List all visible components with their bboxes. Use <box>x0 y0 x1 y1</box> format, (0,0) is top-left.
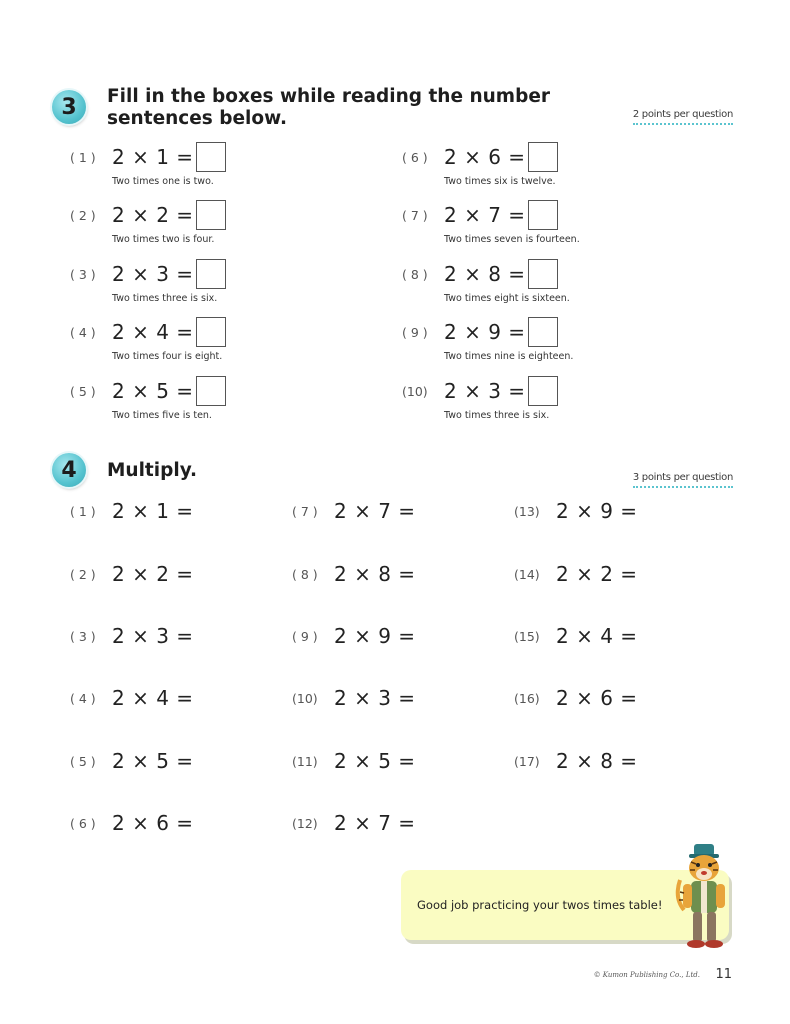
s3-question-3: ( 3 ) 2 × 3 = <box>70 259 226 289</box>
section-3-title: Fill in the boxes while reading the number sentences below. <box>107 86 550 129</box>
s4-question-15: (15) 2 × 4 = <box>514 624 638 648</box>
s3-question-8: ( 8 ) 2 × 8 = <box>402 259 558 289</box>
s4-question-2: ( 2 ) 2 × 2 = <box>70 562 194 586</box>
s4-question-4: ( 4 ) 2 × 4 = <box>70 686 194 710</box>
copyright-notice: © Kumon Publishing Co., Ltd. <box>593 971 700 979</box>
answer-box[interactable] <box>528 142 558 172</box>
s3-sentence-8: Two times eight is sixteen. <box>444 293 570 304</box>
s4-question-9: ( 9 ) 2 × 9 = <box>292 624 416 648</box>
s4-question-1: ( 1 ) 2 × 1 = <box>70 499 194 523</box>
section-4-number: 4 <box>61 457 77 483</box>
s4-question-11: (11) 2 × 5 = <box>292 749 416 773</box>
s4-question-17: (17) 2 × 8 = <box>514 749 638 773</box>
page-number: 11 <box>715 967 732 982</box>
s3-question-9: ( 9 ) 2 × 9 = <box>402 317 558 347</box>
s4-question-5: ( 5 ) 2 × 5 = <box>70 749 194 773</box>
answer-box[interactable] <box>196 317 226 347</box>
section-4-badge <box>52 453 86 487</box>
section-3-number: 3 <box>61 94 77 120</box>
answer-box[interactable] <box>528 376 558 406</box>
encouragement-text: Good job practicing your twos times table! <box>417 898 663 912</box>
s3-sentence-4: Two times four is eight. <box>112 351 223 362</box>
s4-question-16: (16) 2 × 6 = <box>514 686 638 710</box>
s4-question-6: ( 6 ) 2 × 6 = <box>70 811 194 835</box>
answer-box[interactable] <box>528 259 558 289</box>
s4-question-3: ( 3 ) 2 × 3 = <box>70 624 194 648</box>
section-3-points: 2 points per question <box>633 109 733 125</box>
s3-sentence-9: Two times nine is eighteen. <box>444 351 574 362</box>
answer-box[interactable] <box>196 376 226 406</box>
s3-question-1: ( 1 ) 2 × 1 = <box>70 142 226 172</box>
s3-question-7: ( 7 ) 2 × 7 = <box>402 200 558 230</box>
s4-question-12: (12) 2 × 7 = <box>292 811 416 835</box>
section-4-title: Multiply. <box>107 460 198 481</box>
s3-sentence-7: Two times seven is fourteen. <box>444 234 580 245</box>
s3-question-4: ( 4 ) 2 × 4 = <box>70 317 226 347</box>
s4-question-7: ( 7 ) 2 × 7 = <box>292 499 416 523</box>
s3-question-10: (10) 2 × 3 = <box>402 376 558 406</box>
s3-sentence-5: Two times five is ten. <box>112 410 212 421</box>
s3-sentence-10: Two times three is six. <box>444 410 550 421</box>
s3-question-6: ( 6 ) 2 × 6 = <box>402 142 558 172</box>
s3-sentence-6: Two times six is twelve. <box>444 176 556 187</box>
s4-question-8: ( 8 ) 2 × 8 = <box>292 562 416 586</box>
section-3-badge <box>52 90 86 124</box>
s3-sentence-3: Two times three is six. <box>112 293 218 304</box>
answer-box[interactable] <box>196 259 226 289</box>
s3-question-2: ( 2 ) 2 × 2 = <box>70 200 226 230</box>
answer-box[interactable] <box>528 200 558 230</box>
answer-box[interactable] <box>196 200 226 230</box>
section-4-points: 3 points per question <box>633 472 733 488</box>
s3-question-5: ( 5 ) 2 × 5 = <box>70 376 226 406</box>
s4-question-13: (13) 2 × 9 = <box>514 499 638 523</box>
answer-box[interactable] <box>196 142 226 172</box>
s4-question-10: (10) 2 × 3 = <box>292 686 416 710</box>
tiger-mascot-icon <box>672 840 742 952</box>
answer-box[interactable] <box>528 317 558 347</box>
s3-sentence-2: Two times two is four. <box>112 234 215 245</box>
s3-sentence-1: Two times one is two. <box>112 176 214 187</box>
s4-question-14: (14) 2 × 2 = <box>514 562 638 586</box>
